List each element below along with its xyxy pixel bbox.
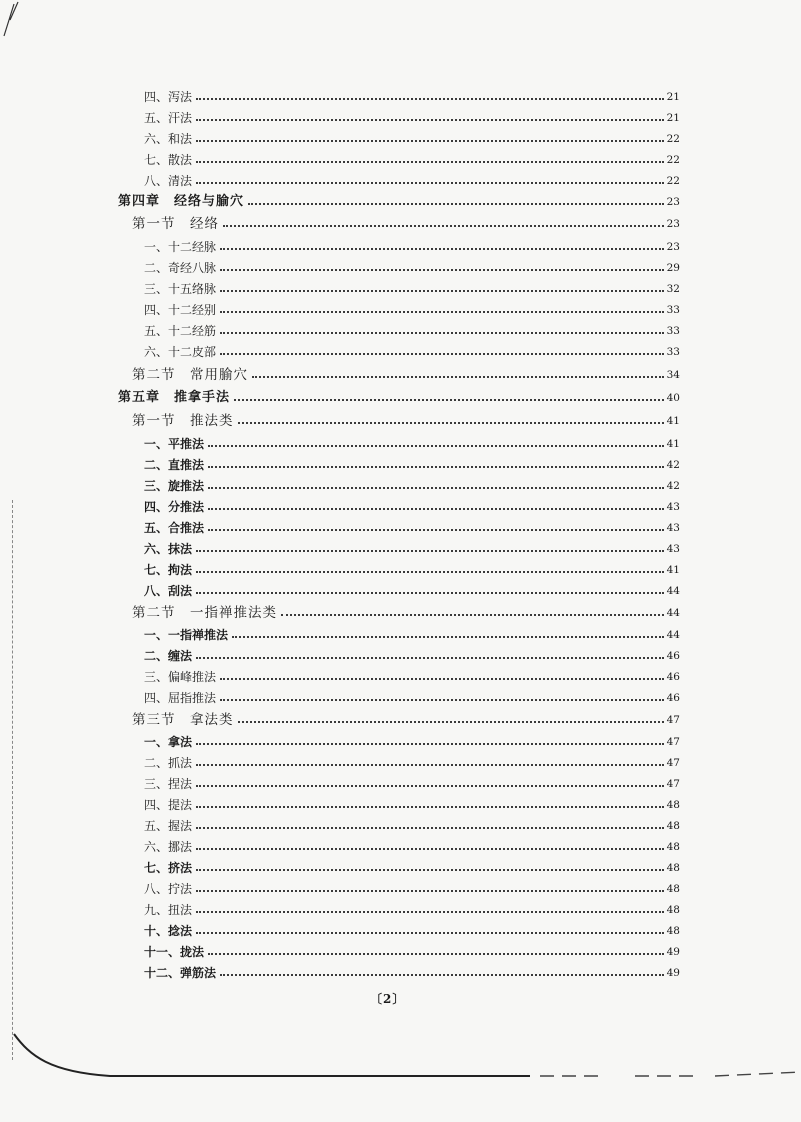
toc-entry — [118, 815, 680, 833]
toc-section-label: 第二节 一指禅推法类 — [132, 605, 277, 621]
leader-dots — [208, 444, 664, 447]
toc-entry-label: 八、清法 — [144, 174, 193, 188]
toc-entry-page: 42 — [666, 480, 680, 492]
leader-dots — [196, 656, 664, 659]
leader-dots — [281, 613, 664, 616]
toc-entry-label: 四、分推法 — [144, 500, 205, 514]
toc-entry — [118, 666, 680, 684]
toc-entry-page: 41 — [666, 438, 680, 450]
toc-entry-label: 五、握法 — [144, 819, 193, 833]
leader-dots — [196, 931, 664, 934]
toc-entry-page: 33 — [666, 346, 680, 358]
toc-section-label: 第一节 经络 — [132, 216, 219, 232]
toc-chapter — [118, 191, 680, 209]
toc-entry-page: 49 — [666, 946, 680, 958]
toc-entry — [118, 962, 680, 980]
toc-entry-label: 三、捏法 — [144, 777, 193, 791]
leader-dots — [223, 224, 664, 227]
toc-entry-label: 四、提法 — [144, 798, 193, 812]
toc-entry-label: 二、抓法 — [144, 756, 193, 770]
toc-entry-page: 29 — [666, 262, 680, 274]
toc-entry — [118, 857, 680, 875]
toc-entry — [118, 752, 680, 770]
toc-entry — [118, 941, 680, 959]
toc-entry — [118, 517, 680, 535]
toc-entry-label: 十二、弹筋法 — [144, 966, 217, 980]
toc-chapter-label: 第四章 经络与腧穴 — [118, 194, 245, 209]
toc-entry-page: 23 — [666, 241, 680, 253]
toc-entry — [118, 433, 680, 451]
toc-entry-page: 46 — [666, 671, 680, 683]
toc-entry-page: 42 — [666, 459, 680, 471]
leader-dots — [220, 677, 664, 680]
toc-chapter-label: 第五章 推拿手法 — [118, 390, 231, 405]
toc-entry — [118, 538, 680, 556]
toc-entry-label: 三、偏峰推法 — [144, 670, 217, 684]
leader-dots — [220, 247, 664, 250]
toc-entry-label: 十、捻法 — [144, 924, 193, 938]
toc-section — [118, 410, 680, 428]
toc-entry — [118, 920, 680, 938]
leader-dots — [196, 181, 664, 184]
toc-entry — [118, 257, 680, 275]
toc-section — [118, 364, 680, 382]
leader-dots — [234, 398, 664, 401]
page-number: 〔2〕 — [370, 992, 406, 1006]
leader-dots — [196, 139, 664, 142]
toc-entry — [118, 341, 680, 359]
leader-dots — [220, 310, 664, 313]
toc-chapter — [118, 387, 680, 405]
toc-entry-page: 49 — [666, 967, 680, 979]
leader-dots — [196, 118, 664, 121]
leader-dots — [238, 421, 665, 424]
leader-dots — [220, 268, 664, 271]
leader-dots — [238, 720, 665, 723]
scan-page-edge — [0, 1020, 801, 1100]
toc-entry-label: 七、散法 — [144, 153, 193, 167]
toc-entry-page: 43 — [666, 501, 680, 513]
toc-section — [118, 602, 680, 620]
leader-dots — [196, 889, 664, 892]
toc-entry-label: 三、旋推法 — [144, 479, 205, 493]
toc-entry-page: 22 — [666, 154, 680, 166]
toc-entry-page: 21 — [666, 91, 680, 103]
leader-dots — [248, 202, 664, 205]
toc-entry-label: 六、十二皮部 — [144, 345, 217, 359]
scan-mark — [0, 0, 30, 40]
leader-dots — [196, 868, 664, 871]
leader-dots — [208, 486, 664, 489]
leader-dots — [196, 826, 664, 829]
scan-edge-line — [12, 500, 14, 1060]
toc-entry-page: 43 — [666, 522, 680, 534]
toc-entry-page: 23 — [666, 218, 680, 230]
toc-entry — [118, 128, 680, 146]
toc-entry — [118, 624, 680, 642]
toc-entry — [118, 878, 680, 896]
toc-section — [118, 213, 680, 231]
toc-entry-label: 一、平推法 — [144, 437, 205, 451]
toc-entry — [118, 794, 680, 812]
leader-dots — [196, 805, 664, 808]
leader-dots — [196, 160, 664, 163]
leader-dots — [232, 635, 664, 638]
toc-entry-page: 22 — [666, 175, 680, 187]
toc-entry-label: 八、拧法 — [144, 882, 193, 896]
leader-dots — [196, 784, 664, 787]
leader-dots — [252, 375, 664, 378]
toc-entry-page: 48 — [666, 925, 680, 937]
toc-entry-label: 四、屈指推法 — [144, 691, 217, 705]
leader-dots — [196, 570, 664, 573]
toc-entry-label: 二、直推法 — [144, 458, 205, 472]
toc-entry-label: 五、合推法 — [144, 521, 205, 535]
toc-entry-label: 九、扭法 — [144, 903, 193, 917]
toc-entry-label: 一、拿法 — [144, 735, 193, 749]
toc-entry-label: 八、刮法 — [144, 584, 193, 598]
toc-section-label: 第一节 推法类 — [132, 413, 234, 429]
toc-entry-page: 47 — [666, 757, 680, 769]
toc-entry — [118, 899, 680, 917]
toc-entry-page: 32 — [666, 283, 680, 295]
toc-entry-label: 十一、拢法 — [144, 945, 205, 959]
toc-entry-label: 六、挪法 — [144, 840, 193, 854]
toc-entry-page: 48 — [666, 904, 680, 916]
leader-dots — [208, 952, 664, 955]
toc-entry-label: 四、泻法 — [144, 90, 193, 104]
toc-entry — [118, 236, 680, 254]
toc-entry — [118, 299, 680, 317]
toc-entry-page: 48 — [666, 883, 680, 895]
leader-dots — [220, 352, 664, 355]
toc-entry — [118, 107, 680, 125]
toc-entry-label: 七、挤法 — [144, 861, 193, 875]
toc-entry — [118, 320, 680, 338]
toc-entry — [118, 580, 680, 598]
toc-entry-label: 三、十五络脉 — [144, 282, 217, 296]
toc-entry-page: 44 — [666, 607, 680, 619]
toc-entry-page: 46 — [666, 650, 680, 662]
toc-entry-page: 34 — [666, 369, 680, 381]
leader-dots — [196, 549, 664, 552]
toc-entry-page: 44 — [666, 629, 680, 641]
toc-entry-label: 五、汗法 — [144, 111, 193, 125]
toc-entry-page: 22 — [666, 133, 680, 145]
toc-entry-page: 23 — [666, 196, 680, 208]
toc-entry-page: 41 — [666, 564, 680, 576]
toc-entry-page: 48 — [666, 799, 680, 811]
leader-dots — [196, 910, 664, 913]
leader-dots — [208, 507, 664, 510]
toc-entry — [118, 475, 680, 493]
toc-entry-page: 47 — [666, 714, 680, 726]
toc-entry-label: 二、缠法 — [144, 649, 193, 663]
toc-section-label: 第二节 常用腧穴 — [132, 367, 248, 383]
toc-entry-page: 33 — [666, 325, 680, 337]
leader-dots — [220, 289, 664, 292]
leader-dots — [196, 97, 664, 100]
toc-entry-page: 40 — [666, 392, 680, 404]
toc-entry-label: 一、一指禅推法 — [144, 628, 229, 642]
toc-entry-page: 46 — [666, 692, 680, 704]
toc-entry-label: 二、奇经八脉 — [144, 261, 217, 275]
leader-dots — [208, 528, 664, 531]
toc-entry-page: 48 — [666, 820, 680, 832]
toc-entry-page: 33 — [666, 304, 680, 316]
toc-entry-page: 47 — [666, 736, 680, 748]
toc-entry-label: 七、拘法 — [144, 563, 193, 577]
toc-section — [118, 709, 680, 727]
toc-entry-page: 47 — [666, 778, 680, 790]
toc-entry — [118, 149, 680, 167]
toc-entry — [118, 687, 680, 705]
toc-entry-page: 48 — [666, 862, 680, 874]
toc-entry-label: 一、十二经脉 — [144, 240, 217, 254]
leader-dots — [208, 465, 664, 468]
toc-entry — [118, 454, 680, 472]
leader-dots — [196, 742, 664, 745]
toc-entry-page: 41 — [666, 415, 680, 427]
leader-dots — [196, 763, 664, 766]
toc-entry-page: 21 — [666, 112, 680, 124]
toc-entry-label: 六、抹法 — [144, 542, 193, 556]
toc-entry — [118, 170, 680, 188]
toc-entry — [118, 773, 680, 791]
toc-entry-label: 五、十二经筋 — [144, 324, 217, 338]
toc-entry — [118, 836, 680, 854]
toc-entry-page: 44 — [666, 585, 680, 597]
toc-entry — [118, 496, 680, 514]
toc-entry — [118, 645, 680, 663]
leader-dots — [220, 973, 664, 976]
toc-entry — [118, 559, 680, 577]
leader-dots — [196, 591, 664, 594]
toc-entry — [118, 278, 680, 296]
toc-section-label: 第三节 拿法类 — [132, 712, 234, 728]
leader-dots — [196, 847, 664, 850]
leader-dots — [220, 698, 664, 701]
toc-entry-label: 四、十二经别 — [144, 303, 217, 317]
toc-entry — [118, 86, 680, 104]
toc-entry-page: 48 — [666, 841, 680, 853]
toc-entry-label: 六、和法 — [144, 132, 193, 146]
toc-entry-page: 43 — [666, 543, 680, 555]
leader-dots — [220, 331, 664, 334]
toc-entry — [118, 731, 680, 749]
